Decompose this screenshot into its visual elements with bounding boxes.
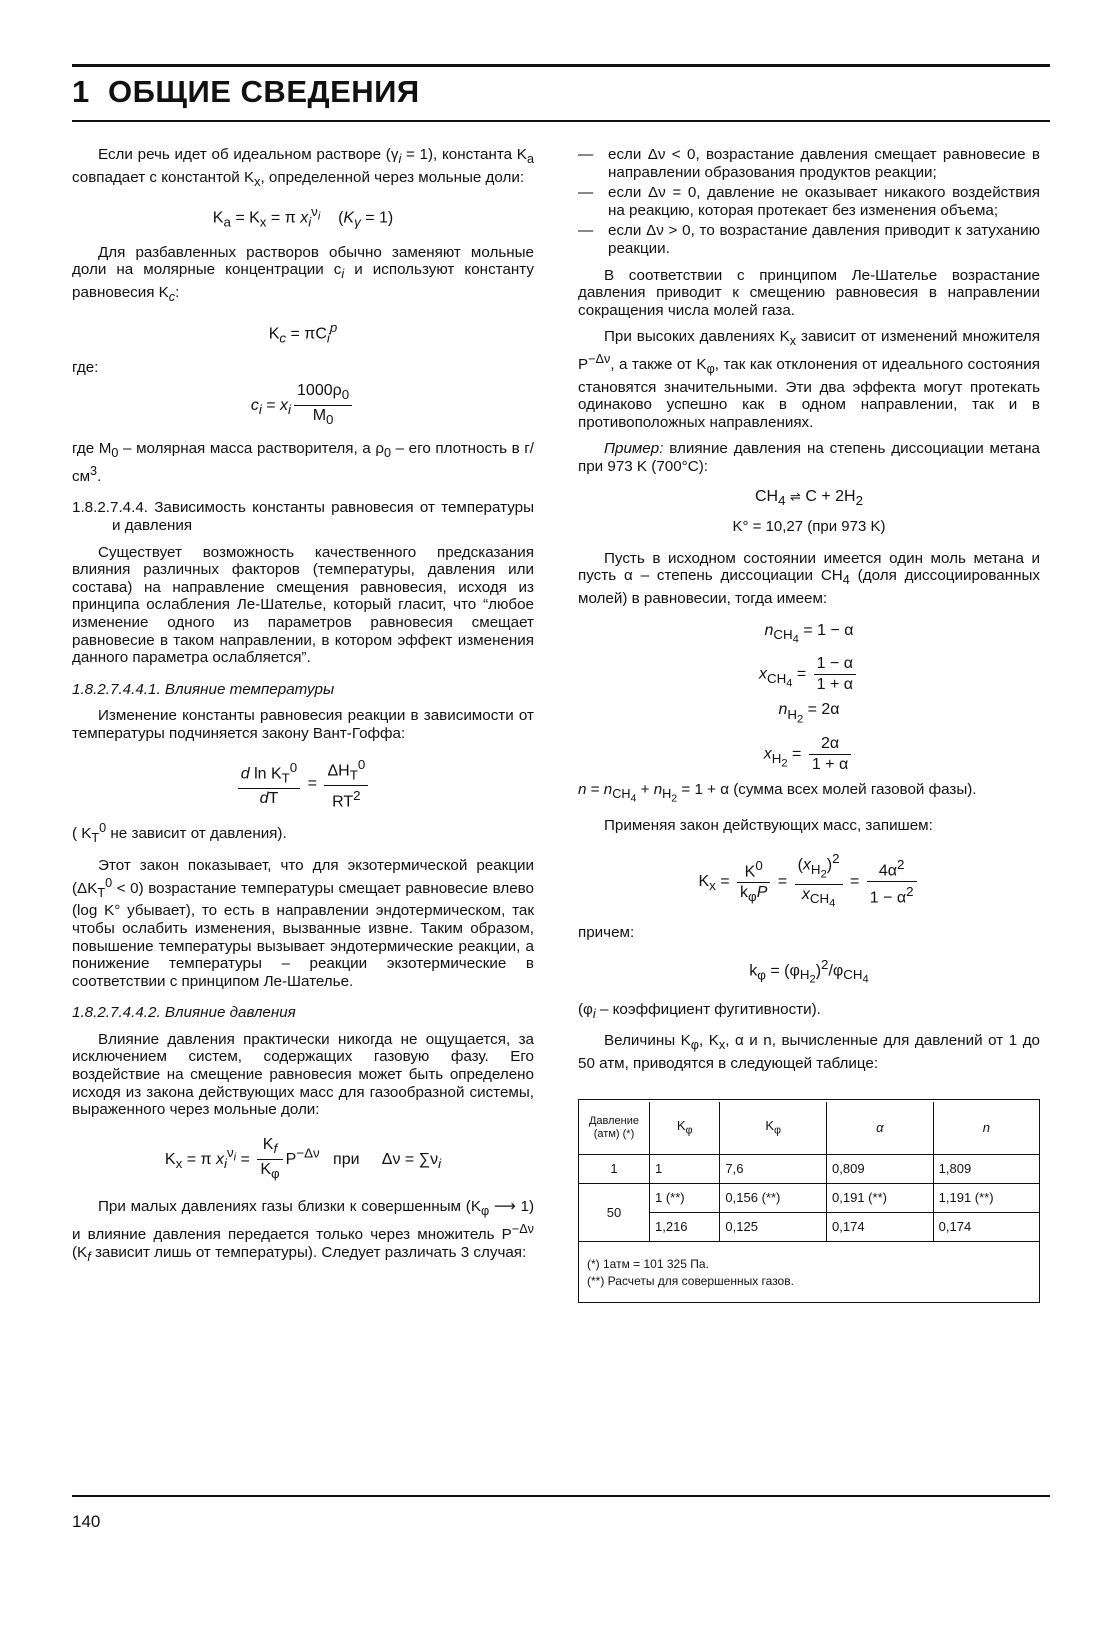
table-cell: 7,6 bbox=[720, 1154, 827, 1183]
chapter-title: 1 ОБЩИЕ СВЕДЕНИЯ bbox=[72, 74, 420, 109]
table-cell: 0,174 bbox=[933, 1212, 1039, 1241]
table-header-row bbox=[579, 1102, 1039, 1155]
paragraph: Применяя закон действующих масс, запишем: bbox=[604, 817, 933, 835]
table-cell: 0,809 bbox=[827, 1154, 934, 1183]
table-header-pressure: Давление (атм) (*) bbox=[579, 1102, 650, 1155]
table-cell: 1 bbox=[650, 1154, 720, 1183]
paragraph: Пусть в исходном состоянии имеется один моль метана и пусть α – степень диссоциации $CH_4$ (доля диссоциированных молей) в равновесии, тогда имеем: bbox=[578, 549, 1040, 608]
list-item: — если Δν = 0, давление не оказывает никакого воздействия на реакцию, которая протекает без изменения объема; bbox=[578, 184, 1040, 219]
table-cell: 50 bbox=[579, 1183, 650, 1241]
equation-k0: K° = 10,27 (при 973 K) bbox=[732, 517, 886, 535]
table-header-kphi-2: $K_\varphi$ bbox=[720, 1102, 827, 1155]
paragraph: где $M_0$ – молярная масса растворителя, а $\rho_0$ – его плотность в $г/см^3$. bbox=[72, 440, 534, 485]
section-heading-temperature: 1.8.2.7.4.4.1. Влияние температуры bbox=[72, 680, 335, 698]
paragraph: Влияние давления практически никогда не ощущается, за исключением систем, содержащих газовую фазу. Его воздействие на смещение равновесия может быть определено исходя из закона действующих масс для газообразной системы, выраженного через мольные доли: bbox=[72, 1030, 534, 1119]
equation-vant-hoff: $\frac{d \ln K_T^0}{dT}$ = $\frac{\Delta H_T^0}{RT^2}$ bbox=[72, 755, 534, 813]
table-note: (**) Расчеты для совершенных газов. bbox=[587, 1273, 794, 1288]
title-rule bbox=[72, 120, 1050, 122]
table-note: (*) 1атм = 101 325 Па. bbox=[587, 1256, 709, 1271]
data-table-frame bbox=[578, 1099, 1040, 1303]
table-notes bbox=[579, 1241, 1039, 1302]
data-table bbox=[579, 1102, 1039, 1302]
table-row bbox=[579, 1183, 1039, 1212]
list-item: — если Δν < 0, возрастание давления смещает равновесие в направлении образования продуктов реакции; bbox=[578, 146, 1040, 181]
paragraph: Если речь идет об идеальном растворе $(\gamma_i = 1)$, константа $K_a$ совпадает с константой $K_x$, определенной через мольные доли: bbox=[72, 146, 534, 189]
equation-x-ch4: $x_{CH_4}$ = $\frac{1 - \alpha}{1 + \alpha}$ bbox=[578, 654, 1040, 695]
table-cell: 1,216 bbox=[650, 1212, 720, 1241]
paragraph: $n = n_{CH_4} + n_{H_2} = 1 + \alpha$ (сумма всех молей газовой фазы). bbox=[578, 781, 977, 805]
table-cell: 0,156 (**) bbox=[720, 1183, 827, 1212]
table-cell: 1,809 bbox=[933, 1154, 1039, 1183]
paragraph: Для разбавленных растворов обычно заменяют мольные доли на молярные концентрации $c_i$ и используют константу равновесия $K_c$: bbox=[72, 243, 535, 305]
paragraph: Существует возможность качественного предсказания влияния различных факторов (температуры, давления или состава) на направление смещения равновесия, исходя из принципа ослабления Ле-Шателье, который гласит, что “любое изменение одного из параметров равновесия смещает равновесие в таком направлении, в котором эффект изменения данного параметра ослабляется”. bbox=[72, 543, 534, 667]
paragraph: ($\varphi_i$ – коэффициент фугитивности). bbox=[578, 1000, 821, 1021]
table-row bbox=[579, 1154, 1039, 1183]
table-cell: 1 bbox=[579, 1154, 650, 1183]
page-number: 140 bbox=[72, 1512, 101, 1531]
equation-kx-pressure: $K_x = \pi$ $x_i^{\nu_i}$ = $\frac{K_f}{K_\varphi}$ $P^{-\Delta\nu}$ при $\Delta\nu = \sum\nu_i$ bbox=[164, 1135, 442, 1182]
paragraph: Этот закон показывает, что для экзотермической реакции $(\Delta K_T^0 < 0)$ возрастание температуры смещает равновесие влево (log K° убывает), то есть в направлении эндотермическом, так чтобы ослабить изменения, вызванные извне. Таким образом, повышение температуры вызывает эндотермические реакции, а понижение температуры – реакции экзотермические в соответствии с принципом Ле-Шателье. bbox=[72, 857, 534, 990]
paragraph: ( $K_T^0$ не зависит от давления). bbox=[72, 821, 287, 846]
table-notes-row bbox=[579, 1241, 1039, 1302]
left-column bbox=[72, 146, 534, 1266]
right-column bbox=[578, 146, 1040, 1303]
table-header-alpha: α bbox=[827, 1102, 934, 1155]
table-header-n: n bbox=[933, 1102, 1039, 1155]
equation-kphi: $k_\varphi = (\varphi_{H_2})^2/\varphi_{CH_4}$ bbox=[749, 956, 869, 986]
top-rule bbox=[72, 64, 1050, 67]
paragraph: Величины $K_\varphi$, $K_x$, α и n, вычисленные для давлений от 1 до 50 атм, приводятся в следующей таблице: bbox=[578, 1032, 1041, 1073]
section-heading: 1.8.2.7.4.4. Зависимость константы равновесия от температуры и давления bbox=[72, 499, 534, 534]
list-item: — если Δν > 0, то возрастание давления приводит к затуханию реакции. bbox=[578, 222, 1040, 257]
paragraph: Пример: влияние давления на степень диссоциации метана при 973 K (700°C): bbox=[578, 440, 1040, 476]
paragraph: При малых давлениях газы близки к совершенным ($K_\varphi$ ⟶ 1) и влияние давления передается только через множитель $P^{-\Delta\nu}$ ($K_f$ зависит лишь от температуры). Следует различать 3 случая: bbox=[72, 1198, 535, 1264]
paragraph: Изменение константы равновесия реакции в зависимости от температуры подчиняется закону Вант-Гоффа: bbox=[72, 707, 534, 742]
table-cell: 1 (**) bbox=[650, 1183, 720, 1212]
bottom-rule bbox=[72, 1495, 1050, 1497]
table-cell: 0,191 (**) bbox=[827, 1183, 934, 1212]
table-cell: 0,174 bbox=[827, 1212, 934, 1241]
section-heading-pressure: 1.8.2.7.4.4.2. Влияние давления bbox=[72, 1004, 296, 1022]
equation-kc: $K_c = \pi C_i^p$ bbox=[268, 319, 338, 346]
table-cell: 1,191 (**) bbox=[933, 1183, 1039, 1212]
equation-ka: $K_a = K_x = \pi$ $x_i^{\nu_i}$ $(K_\gamma = 1)$ bbox=[212, 204, 394, 230]
paragraph: В соответствии с принципом Ле-Шателье возрастание давления приводит к смещению равновесия в направлении сокращения числа молей газа. bbox=[578, 266, 1040, 319]
table-header-kphi: $K_\varphi$ bbox=[650, 1102, 720, 1155]
table-cell: 0,125 bbox=[720, 1212, 827, 1241]
equation-kx-methane: $K_x$ = $\frac{K^0}{k_\varphi P}$ = $\frac{(x_{H_2})^2}{x_{CH_4}}$ = $\frac{4\alpha^2}{1 - \alpha^2}$ bbox=[578, 849, 1040, 914]
label-where: где: bbox=[72, 359, 99, 377]
label-where: причем: bbox=[578, 924, 635, 942]
equation-ci: $c_i = x_i$ $\frac{1000\rho_0}{M_0}$ bbox=[72, 381, 534, 430]
paragraph: При высоких давлениях $K_x$ зависит от изменений множителя $P^{-\Delta\nu}$, а также от $K_\varphi$, так как отклонения от идеального состояния становятся значительными. Эти два эффекта могут протекать одинаково успешно как в одном направлении, так и в противоположных направлениях. bbox=[578, 328, 1040, 431]
equation-x-h2: $x_{H_2}$ = $\frac{2\alpha}{1 + \alpha}$ bbox=[578, 734, 1040, 775]
equation-n-h2: $n_{H_2} = 2\alpha$ bbox=[778, 701, 840, 726]
equation-reaction: $CH_4$ ⇌ $C + 2H_2$ bbox=[755, 487, 863, 508]
equation-n-ch4: $n_{CH_4} = 1 - \alpha$ bbox=[764, 621, 854, 646]
